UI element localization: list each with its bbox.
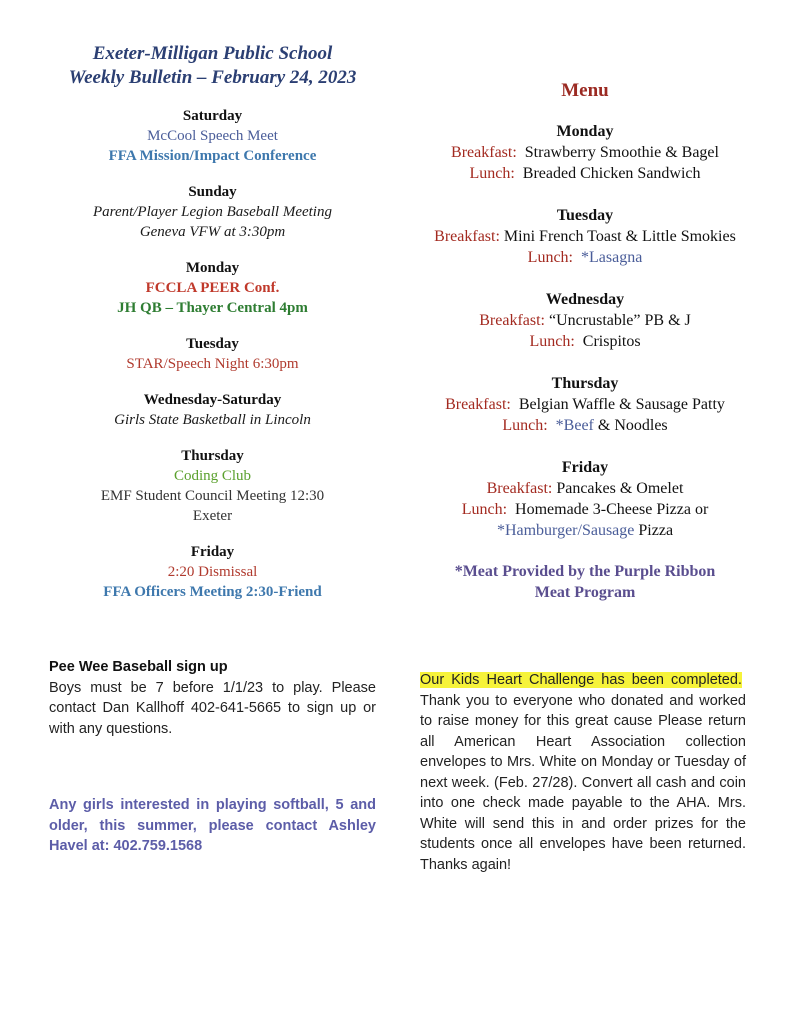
- menu-lunch-cont: [420, 520, 750, 541]
- event-item: FCCLA PEER Conf.: [145, 280, 280, 296]
- breakfast-item: Mini French Toast & Little Smokies: [503, 228, 736, 245]
- menu-breakfast: [420, 226, 750, 247]
- event-item: EMF Student Council Meeting 12:30: [100, 488, 325, 504]
- breakfast-item: Pancakes & Omelet: [556, 480, 684, 497]
- menu-day-label: Friday: [561, 459, 609, 476]
- meat-note-line2: Meat Program: [534, 584, 636, 601]
- menu-day-label: Wednesday: [545, 291, 625, 308]
- event-day-label: Thursday: [181, 448, 244, 464]
- menu-section: [420, 78, 750, 603]
- baseball-heading: Pee Wee Baseball sign up: [49, 659, 228, 675]
- breakfast-item: Belgian Waffle & Sausage Patty: [518, 396, 725, 413]
- lunch-item: Pizza: [638, 522, 674, 539]
- menu-lunch: [420, 415, 750, 436]
- menu-day-friday: [420, 457, 750, 541]
- lunch-label: Lunch:: [502, 417, 548, 434]
- event-item: Parent/Player Legion Baseball Meeting: [93, 204, 332, 220]
- breakfast-label: Breakfast:: [451, 144, 517, 161]
- menu-day-label: Tuesday: [556, 207, 614, 224]
- event-day-block: [40, 107, 385, 166]
- event-day-block: [40, 259, 385, 318]
- menu-breakfast: [420, 310, 750, 331]
- menu-breakfast: [420, 478, 750, 499]
- heart-highlight: Our Kids Heart Challenge has been completed.: [420, 672, 742, 688]
- menu-day-tuesday: [420, 205, 750, 268]
- event-day-label: Sunday: [188, 184, 237, 200]
- event-day-block: [40, 183, 385, 242]
- event-item: JH QB – Thayer Central 4pm: [117, 300, 308, 316]
- lunch-item: Crispitos: [582, 333, 641, 350]
- menu-day-thursday: [420, 373, 750, 436]
- event-item: STAR/Speech Night 6:30pm: [126, 356, 299, 372]
- event-item: Geneva VFW at 3:30pm: [139, 224, 286, 240]
- lunch-label: Lunch:: [469, 165, 515, 182]
- lunch-item: & Noodles: [597, 417, 668, 434]
- menu-breakfast: [420, 394, 750, 415]
- breakfast-item: Strawberry Smoothie & Bagel: [524, 144, 719, 161]
- lunch-label: Lunch:: [461, 501, 508, 518]
- menu-lunch: [420, 331, 750, 352]
- lunch-item: Breaded Chicken Sandwich: [522, 165, 701, 182]
- lunch-item: *Lasagna: [581, 249, 643, 266]
- event-item: Girls State Basketball in Lincoln: [114, 412, 311, 428]
- bulletin-title-line1: Exeter-Milligan Public School: [92, 43, 333, 64]
- breakfast-label: Breakfast:: [434, 228, 500, 245]
- menu-day-label: Monday: [556, 123, 614, 140]
- menu-lunch: [420, 247, 750, 268]
- heart-body: Thank you to everyone who donated and worked to raise money for this great cause Please return all American Heart Association collection envelopes to Mrs. White on Monday or Tuesday of next week. (Feb. 27/28). Convert all cash and coin into one check made payable to the AHA. Mrs. White will send this in and order prizes for the students once all envelopes have been returned. Thanks again!: [420, 692, 746, 873]
- bulletin-title: [40, 42, 385, 90]
- menu-day-monday: [420, 121, 750, 184]
- event-item: FFA Officers Meeting 2:30-Friend: [103, 584, 322, 600]
- event-item: 2:20 Dismissal: [167, 564, 258, 580]
- breakfast-label: Breakfast:: [445, 396, 511, 413]
- event-day-block: [40, 391, 385, 430]
- menu-title: Menu: [561, 80, 609, 101]
- bulletin-section: [40, 42, 385, 602]
- menu-day-label: Thursday: [551, 375, 619, 392]
- breakfast-label: Breakfast:: [486, 480, 553, 497]
- meat-note-line1: *Meat Provided by the Purple Ribbon: [454, 563, 716, 580]
- meat-program-note: [420, 561, 750, 603]
- event-day-label: Tuesday: [186, 336, 239, 352]
- event-day-label: Friday: [190, 544, 235, 560]
- event-day-block: [40, 335, 385, 374]
- bulletin-title-line2: Weekly Bulletin – February 24, 2023: [68, 67, 357, 88]
- menu-lunch: [420, 499, 750, 520]
- softball-notice: Any girls interested in playing softball, 5 and older, this summer, please contact Ashley Havel at: 402.759.1568: [49, 797, 376, 854]
- lunch-label: Lunch:: [527, 249, 573, 266]
- event-day-label: Saturday: [182, 108, 243, 124]
- lunch-meat-item: *Beef: [555, 417, 594, 434]
- breakfast-label: Breakfast:: [479, 312, 545, 329]
- baseball-body: Boys must be 7 before 1/1/23 to play. Please contact Dan Kallhoff 402-641-5665 to sign up or with any questions.: [49, 679, 376, 737]
- event-day-block: [40, 543, 385, 602]
- event-item: FFA Mission/Impact Conference: [108, 148, 317, 164]
- menu-breakfast: [420, 142, 750, 163]
- event-day-block: [40, 447, 385, 526]
- lunch-label: Lunch:: [529, 333, 575, 350]
- menu-day-wednesday: [420, 289, 750, 352]
- lunch-meat-item: *Hamburger/Sausage: [496, 522, 635, 539]
- breakfast-item: “Uncrustable” PB & J: [549, 312, 691, 329]
- event-day-label: Wednesday-Saturday: [143, 392, 282, 408]
- menu-lunch: [420, 163, 750, 184]
- event-item: McCool Speech Meet: [147, 128, 278, 144]
- event-item: Coding Club: [173, 468, 252, 484]
- event-item: Exeter: [192, 508, 233, 524]
- baseball-notice: [49, 657, 376, 739]
- events-list: [40, 107, 385, 602]
- heart-challenge-notice: [420, 670, 746, 875]
- event-day-label: Monday: [185, 260, 240, 276]
- lunch-item: Homemade 3-Cheese Pizza or: [515, 501, 709, 518]
